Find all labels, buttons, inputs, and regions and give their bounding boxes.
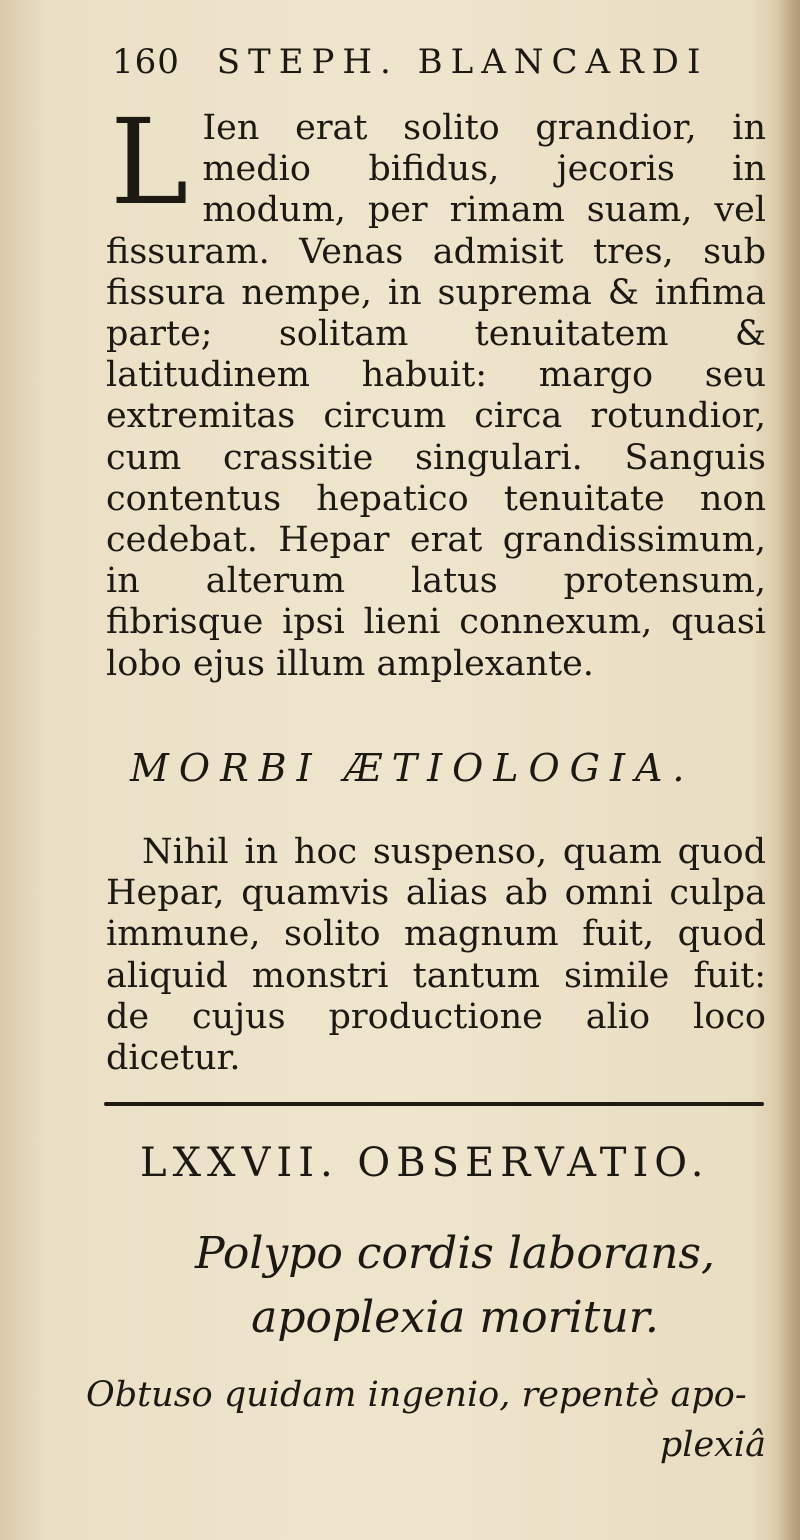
paragraph-2: Nihil in hoc suspenso, quam quod Hepar, quamvis alias ab omni culpa immune, solito magnum fuit, quod aliquid monstri tantum simile fuit: de cujus productione alio loco dicetur. bbox=[106, 832, 766, 1079]
incipit-text: Obtuso quidam ingenio, repentè apo- bbox=[86, 1375, 747, 1415]
observation-title: LXXVII. OBSERVATIO. bbox=[140, 1140, 710, 1186]
running-title: STEPH. BLANCARDI bbox=[216, 42, 709, 82]
page-edge-shadow bbox=[778, 0, 800, 1540]
observation-subtitle: Polypo cordis laborans, apoplexia moritur. bbox=[195, 1228, 715, 1343]
incipit-end: plexiâ bbox=[659, 1425, 766, 1465]
paragraph-1 bbox=[106, 93, 766, 685]
page-number: 160 bbox=[112, 42, 180, 82]
drop-cap: L bbox=[110, 93, 189, 231]
paragraph-1-text: Ien erat solito grandior, in medio bifidus, jecoris in modum, per rimam suam, vel fissuram. Venas admisit tres, sub fissura nempe, in suprema & infima parte; solitam tenuitatem & latitudinem habuit: margo seu extremitas circum circa rotundior, cum crassitie singulari. Sanguis contentus hepatico tenuitate non cedebat. Hepar erat grandissimum, in alterum latus protensum, fibrisque ipsi lieni connexum, quasi lobo ejus illum amplexante. bbox=[106, 108, 766, 684]
running-header bbox=[112, 42, 752, 92]
section-heading: MORBI ÆTIOLOGIA. bbox=[130, 746, 695, 790]
horizontal-rule bbox=[104, 1102, 764, 1106]
observation-incipit bbox=[86, 1370, 766, 1470]
